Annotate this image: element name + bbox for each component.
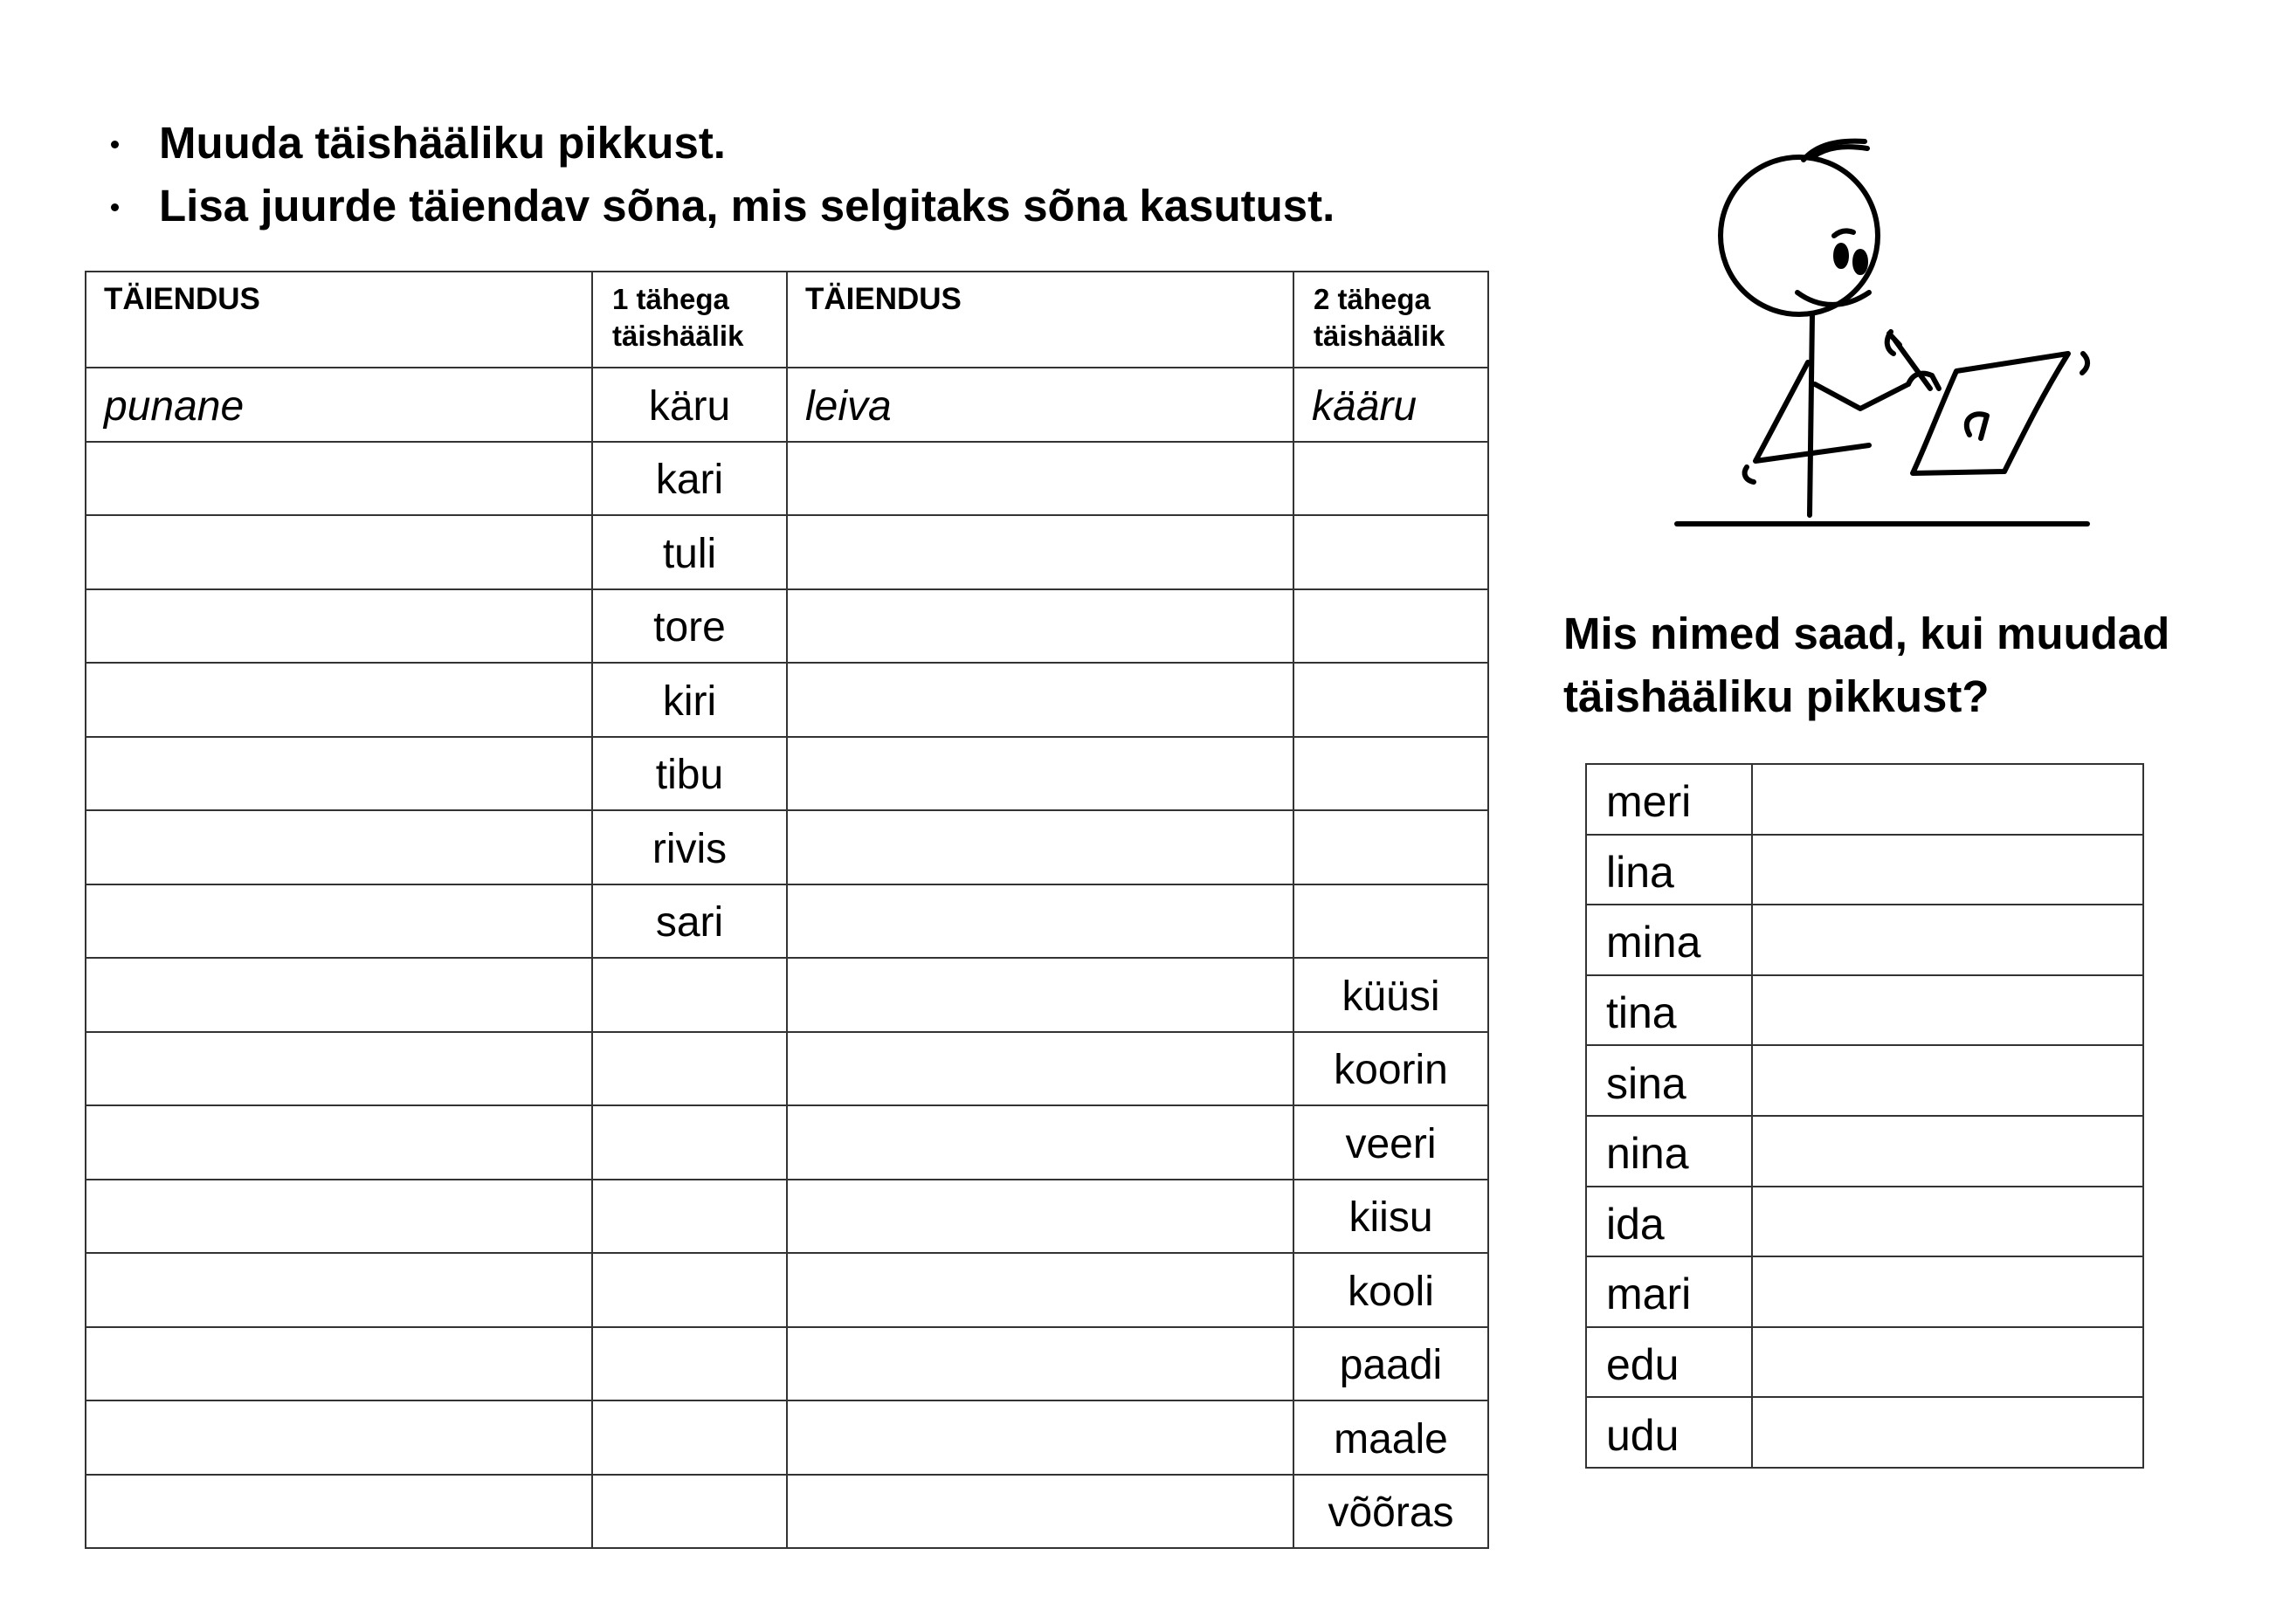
word-cell: võõras (1293, 1475, 1488, 1549)
instruction-list (105, 112, 1335, 237)
name-cell: edu (1586, 1327, 1752, 1398)
answer-cell[interactable] (787, 663, 1293, 737)
word-cell: maale (1293, 1400, 1488, 1475)
table-row (1586, 1045, 2143, 1116)
answer-cell[interactable] (787, 589, 1293, 664)
answer-cell[interactable] (592, 1105, 787, 1180)
word-cell: koorin (1293, 1032, 1488, 1106)
word-cell: tore (592, 589, 787, 664)
table-row (86, 810, 1488, 884)
answer-cell[interactable] (1752, 764, 2143, 835)
answer-cell[interactable] (86, 515, 592, 589)
word-cell: kiri (592, 663, 787, 737)
table-row (86, 589, 1488, 664)
table-row (86, 1105, 1488, 1180)
answer-cell[interactable] (86, 884, 592, 959)
word-cell: kiisu (1293, 1180, 1488, 1254)
name-cell: nina (1586, 1116, 1752, 1187)
answer-cell[interactable] (1752, 1397, 2143, 1468)
table-row (86, 1180, 1488, 1254)
answer-cell[interactable] (1752, 1256, 2143, 1327)
answer-cell[interactable] (1752, 1187, 2143, 1257)
answer-cell[interactable] (787, 884, 1293, 959)
word-cell: küüsi (1293, 958, 1488, 1032)
header-taiendus-1: TÄIENDUS (86, 272, 592, 368)
table-row (86, 737, 1488, 811)
answer-cell[interactable] (592, 1475, 787, 1549)
table-row (86, 442, 1488, 516)
example-cell: punane (86, 368, 592, 442)
answer-cell[interactable] (1752, 835, 2143, 905)
table-row (86, 1253, 1488, 1327)
table-row (86, 663, 1488, 737)
answer-cell[interactable] (86, 958, 592, 1032)
answer-cell[interactable] (592, 1032, 787, 1106)
answer-cell[interactable] (86, 1253, 592, 1327)
names-table (1585, 763, 2144, 1469)
answer-cell[interactable] (1293, 515, 1488, 589)
table-row (86, 958, 1488, 1032)
answer-cell[interactable] (1293, 442, 1488, 516)
answer-cell[interactable] (787, 737, 1293, 811)
word-cell: veeri (1293, 1105, 1488, 1180)
answer-cell[interactable] (86, 1105, 592, 1180)
table-row (1586, 1327, 2143, 1398)
table-row (86, 515, 1488, 589)
word-cell: kari (592, 442, 787, 516)
names-question: Mis nimed saad, kui muudad täishääliku pikkust? (1563, 609, 2170, 721)
answer-cell[interactable] (1752, 905, 2143, 975)
name-cell: udu (1586, 1397, 1752, 1468)
answer-cell[interactable] (592, 1180, 787, 1254)
example-cell: kääru (1293, 368, 1488, 442)
table-row (1586, 764, 2143, 835)
answer-cell[interactable] (1293, 589, 1488, 664)
name-cell: meri (1586, 764, 1752, 835)
table-row (86, 1327, 1488, 1401)
table-row (86, 1400, 1488, 1475)
name-cell: sina (1586, 1045, 1752, 1116)
word-cell: kooli (1293, 1253, 1488, 1327)
table-row (1586, 1116, 2143, 1187)
word-cell: paadi (1293, 1327, 1488, 1401)
answer-cell[interactable] (86, 810, 592, 884)
answer-cell[interactable] (787, 958, 1293, 1032)
table-row (1586, 1256, 2143, 1327)
answer-cell[interactable] (86, 442, 592, 516)
table-row (86, 884, 1488, 959)
table-row (1586, 905, 2143, 975)
answer-cell[interactable] (1293, 737, 1488, 811)
answer-cell[interactable] (86, 1180, 592, 1254)
answer-cell[interactable] (592, 1253, 787, 1327)
answer-cell[interactable] (1752, 975, 2143, 1046)
answer-cell[interactable] (787, 1253, 1293, 1327)
answer-cell[interactable] (86, 1327, 592, 1401)
answer-cell[interactable] (787, 515, 1293, 589)
header-taiendus-2: TÄIENDUS (787, 272, 1293, 368)
word-cell: tibu (592, 737, 787, 811)
instruction-item: Lisa juurde täiendav sõna, mis selgitaks sõna kasutust. (105, 175, 1335, 237)
header-double-vowel: 2 tähega täishäälik (1293, 272, 1488, 368)
word-cell: tuli (592, 515, 787, 589)
answer-cell[interactable] (1293, 810, 1488, 884)
answer-cell[interactable] (787, 1032, 1293, 1106)
answer-cell[interactable] (787, 810, 1293, 884)
name-cell: ida (1586, 1187, 1752, 1257)
answer-cell[interactable] (86, 1032, 592, 1106)
table-header-row (86, 272, 1488, 368)
answer-cell[interactable] (787, 442, 1293, 516)
table-row (1586, 1397, 2143, 1468)
answer-cell[interactable] (86, 589, 592, 664)
answer-cell[interactable] (787, 1180, 1293, 1254)
answer-cell[interactable] (1293, 884, 1488, 959)
example-row (86, 368, 1488, 442)
name-cell: tina (1586, 975, 1752, 1046)
answer-cell[interactable] (787, 1475, 1293, 1549)
answer-cell[interactable] (592, 958, 787, 1032)
answer-cell[interactable] (592, 1400, 787, 1475)
vowel-length-table (85, 271, 1489, 1549)
answer-cell[interactable] (1752, 1327, 2143, 1398)
word-cell: sari (592, 884, 787, 959)
table-row (1586, 1187, 2143, 1257)
answer-cell[interactable] (592, 1327, 787, 1401)
word-cell: rivis (592, 810, 787, 884)
answer-cell[interactable] (86, 1475, 592, 1549)
header-single-vowel: 1 tähega täishäälik (592, 272, 787, 368)
stick-figure-writing-icon (1659, 131, 2114, 533)
example-cell: leiva (787, 368, 1293, 442)
table-row (1586, 835, 2143, 905)
answer-cell[interactable] (1752, 1045, 2143, 1116)
answer-cell[interactable] (86, 737, 592, 811)
table-row (1586, 975, 2143, 1046)
name-cell: lina (1586, 835, 1752, 905)
instruction-item: Muuda täishääliku pikkust. (105, 112, 1335, 175)
table-row (86, 1475, 1488, 1549)
name-cell: mari (1586, 1256, 1752, 1327)
answer-cell[interactable] (787, 1105, 1293, 1180)
example-cell: käru (592, 368, 787, 442)
answer-cell[interactable] (1293, 663, 1488, 737)
answer-cell[interactable] (787, 1400, 1293, 1475)
name-cell: mina (1586, 905, 1752, 975)
table-row (86, 1032, 1488, 1106)
answer-cell[interactable] (1752, 1116, 2143, 1187)
answer-cell[interactable] (86, 1400, 592, 1475)
answer-cell[interactable] (787, 1327, 1293, 1401)
answer-cell[interactable] (86, 663, 592, 737)
